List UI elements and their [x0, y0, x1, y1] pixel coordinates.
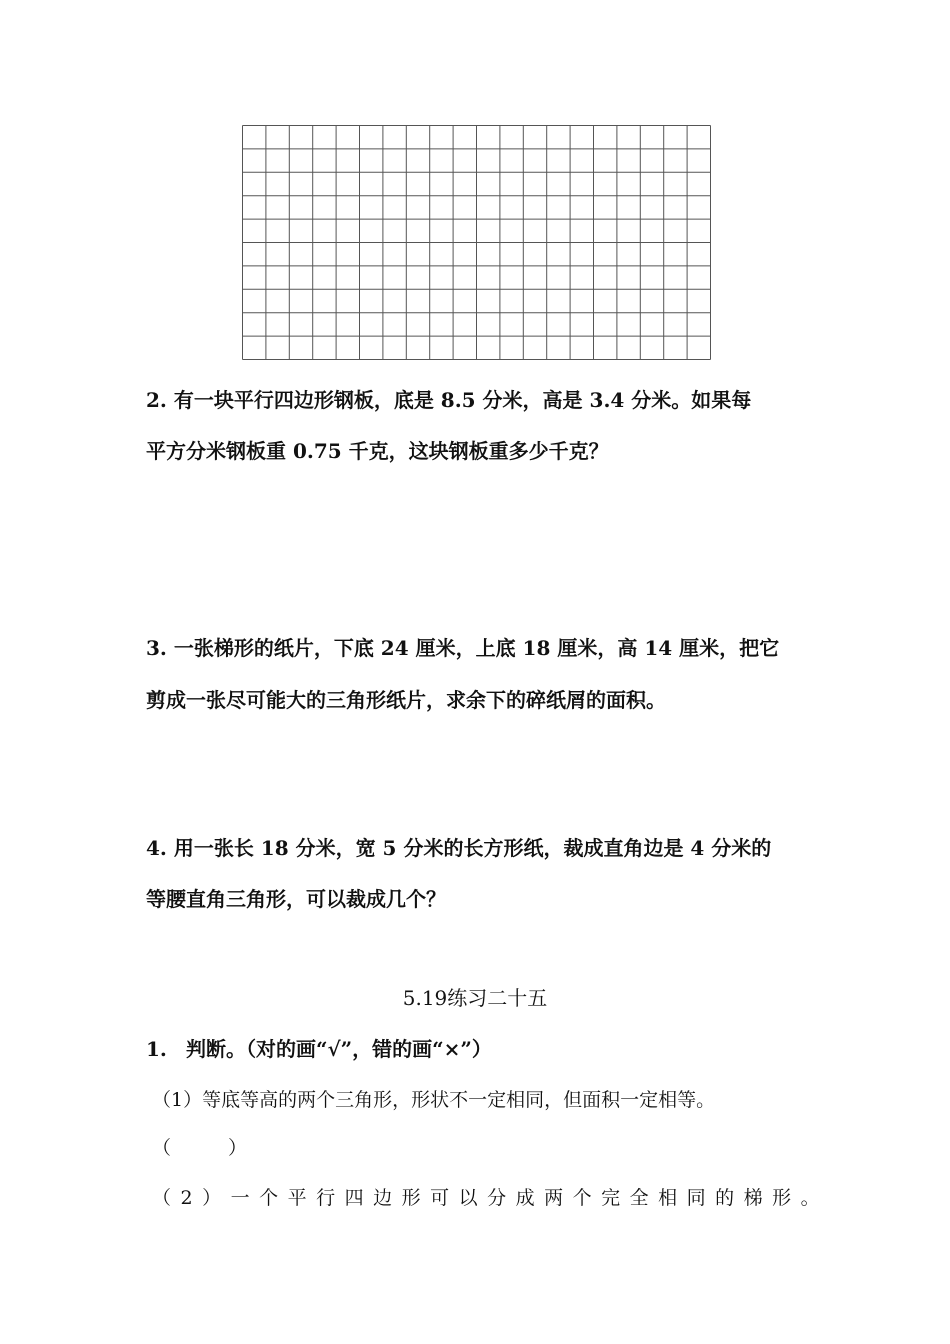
judge-instruction: 判断。（对的画“√”，错的画“×”） — [186, 1037, 492, 1061]
problem-2-line-1: 2. 有一块平行四边形钢板，底是 8.5 分米，高是 3.4 分米。如果每 — [146, 388, 752, 412]
section-title: 5.19练习二十五 — [402, 986, 548, 1010]
judge-item-1-answer-blank[interactable]: （ ） — [152, 1137, 248, 1159]
problem-3-line-2: 剪成一张尽可能大的三角形纸片，求余下的碎纸屑的面积。 — [146, 688, 666, 712]
problem-2-line-2: 平方分米钢板重 0.75 千克，这块钢板重多少千克？ — [146, 439, 609, 463]
judge-item-2: （2）一个平行四边形可以分成两个完全相同的梯形。 — [152, 1187, 830, 1209]
problem-4-line-2: 等腰直角三角形，可以裁成几个？ — [146, 887, 446, 911]
answer-grid — [242, 125, 712, 363]
judge-number: 1. — [146, 1037, 167, 1061]
judge-heading — [146, 1035, 492, 1063]
problem-3-line-1: 3. 一张梯形的纸片，下底 24 厘米，上底 18 厘米，高 14 厘米，把它 — [146, 636, 780, 660]
judge-item-1: （1）等底等高的两个三角形，形状不一定相同，但面积一定相等。 — [152, 1089, 716, 1111]
problem-4-line-1: 4. 用一张长 18 分米，宽 5 分米的长方形纸，裁成直角边是 4 分米的 — [146, 836, 772, 860]
